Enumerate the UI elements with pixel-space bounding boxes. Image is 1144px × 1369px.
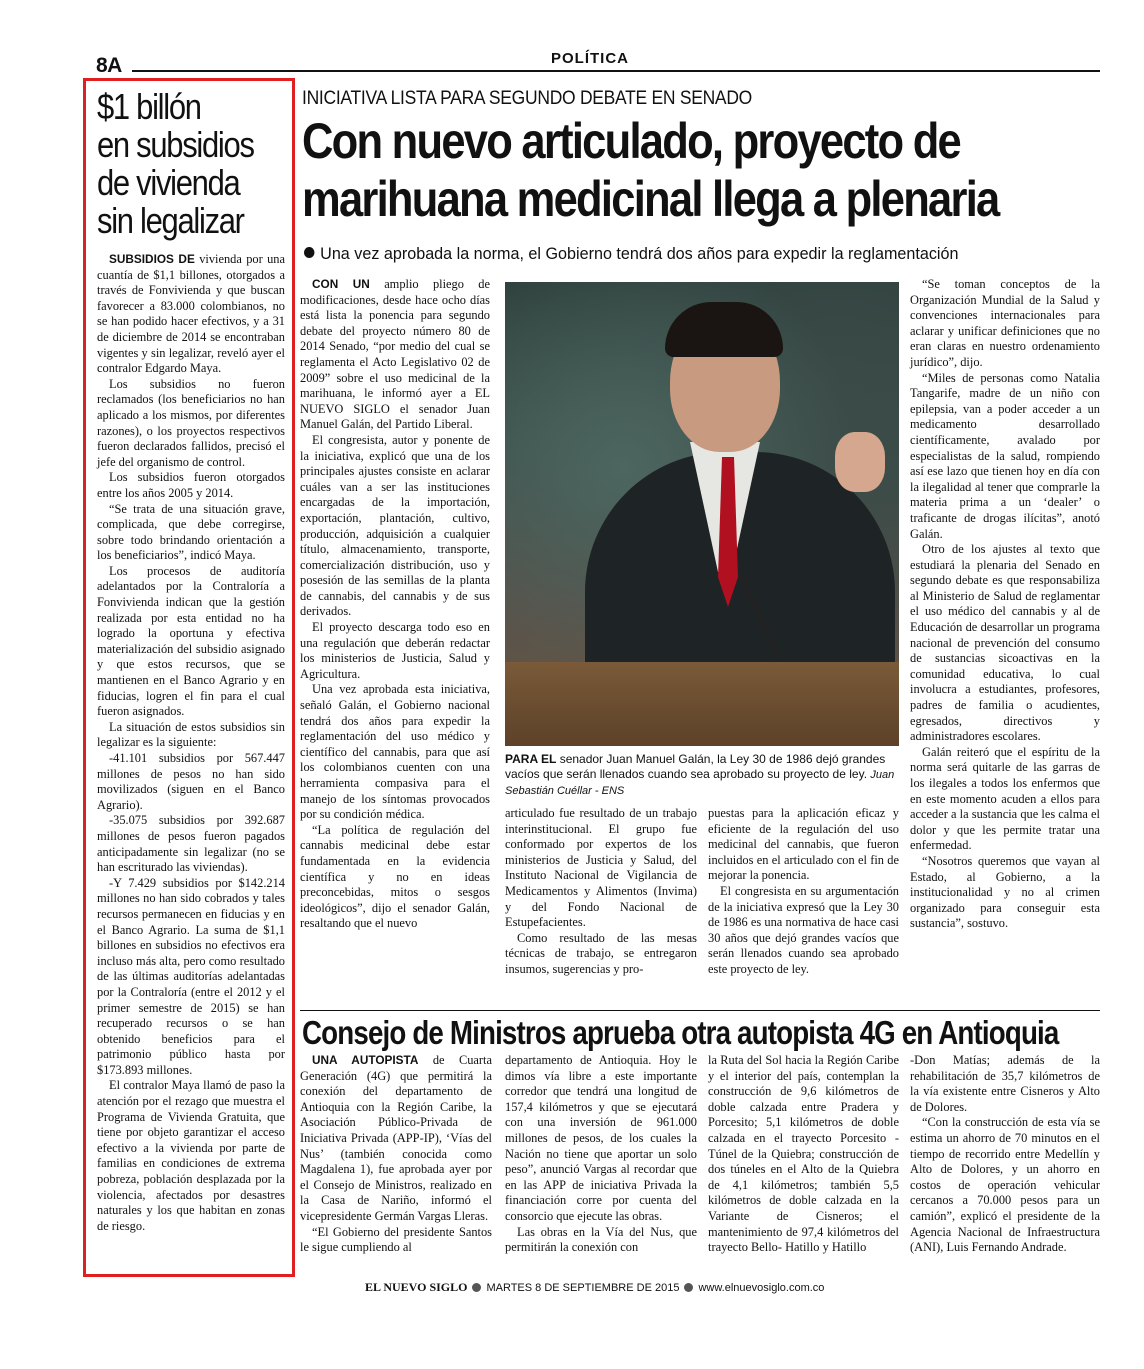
- sidebar-body: [97, 252, 285, 1234]
- sidebar-paragraph: -Y 7.429 subsidios por $142.214 millones no han sido cobrados y tales recursos permanecen en fiducias y en el Banco Agrario. La suma de $1,1 billones en subsidios no efectivos era incluso más alta, pero como resultado de las últimas auditorías adelantadas por la Contraloría (entre el 2012 y el primer semestre de 2015) se han recuperado recursos o se han obtenido beneficios para el patrimonio público hasta por $173.893 millones.: [97, 875, 285, 1077]
- footer-url: www.elnuevosiglo.com.co: [698, 1282, 825, 1294]
- article-paragraph: amplio pliego de modificaciones, desde hace ocho días está lista la ponencia para segundo debate del proyecto número 80 de 2014 Senado, “por medio del cual se reglamenta el Acto Legislativo 02 de 2009” sobre el uso medicinal de la marihuana, le informó ayer a EL NUEVO SIGLO el senador Juan Manuel Galán, del Partido Liberal.: [300, 277, 491, 432]
- sidebar-paragraph: Los subsidios no fueron reclamados (los beneficiarios no han aplicado a los mismos, por diferentes razones), o los proyectos respectivos fueron declarados fallidos, precisó el jefe del organismo de control.: [97, 376, 285, 469]
- article-lead: CON UN: [312, 277, 370, 291]
- second-paragraph: departamento de Antioquia. Hoy le dimos vía libre a este importante corredor que tendrá una longitud de 157,4 kilómetros y que se ejecutará con una inversión de 961.000 millones de pesos, de los cuales la Nación no tiene que aportar un solo peso”, anunció Vargas al recordar que en las APP de iniciativa Privada la financiación corre por cuenta del consorcio que ejecute las obras.: [505, 1053, 697, 1223]
- sidebar-paragraph: vivienda por una cuantía de $1,1 billones, otorgados a través de Fonvivienda y que buscan favorecer a 83.000 colombianos, no se han podido hacer efectivos, y a 31 de diciembre de 2014 se encontraban vigentes y sin legalizar, reveló ayer el contralor Edgardo Maya.: [97, 252, 285, 376]
- sidebar-headline-line: $1 billón: [97, 86, 201, 127]
- sidebar-paragraph: Los procesos de auditoría adelantados por la Contraloría a Fonvivienda indican que la gestión realizada por esta entidad no ha logrado la oportuna y efectiva materialización del subsidio asignado y que estos recursos, que se mantienen en el Banco Agrario y en fiducias, logren el fin para el cual fueron asignados.: [97, 563, 285, 719]
- header-rule: [132, 70, 1100, 72]
- article-paragraph: El congresista en su argumentación de la iniciativa expresó que la Ley 30 de 1986 es una normativa de hace casi 30 años que dejó grandes vacíos que serán llenados cuando sea aprobado este proyecto de ley.: [708, 883, 899, 976]
- article-paragraph: “Miles de personas como Natalia Tangarife, madre de un niño con epilepsia, van a poder acceder a un medicamento desarrollado científicamente, avalado por especialistas de la salud, rompiendo así ese lazo que tienen hoy en día con la ilegalidad al tener que comprarle la materia prima a un ‘dealer’ o traficante de drogas ilícitas”, anotó Galán.: [910, 370, 1100, 541]
- caption-text: senador Juan Manuel Galán, la Ley 30 de 1986 dejó grandes vacíos que serán llenados cuando sea aprobado su proyecto de ley.: [505, 752, 886, 781]
- second-column-2: [505, 1053, 697, 1256]
- sidebar-paragraph: Los subsidios fueron otorgados entre los años 2005 y 2014.: [97, 470, 285, 500]
- headline-line: Con nuevo articulado, proyecto de: [302, 113, 961, 169]
- sidebar-paragraph: El contralor Maya llamó de paso la atención por el rezago que muestra el Programa de Vivienda Gratuita, que tiene por objeto garantizar el acceso efectivo a la vivienda por parte de familias en condiciones de extrema pobreza, población desplazada por la violencia, afectados por desastres naturales y los que habitan en zonas de riesgo.: [97, 1078, 285, 1233]
- article-paragraph: Una vez aprobada esta iniciativa, señaló Galán, el Gobierno nacional tendrá dos años para expedir la reglamentación del uso médico y científico del cannabis, para que así los colombianos cuenten con una herramienta compasiva para el manejo de los síntomas provocados por su condición médica.: [300, 682, 490, 822]
- second-paragraph: “Con la construcción de esta vía se estima un ahorro de 70 minutos en el tiempo de recorrido entre Medellín y Alto de Dolores, y un ahorro en costos de operación vehicular cercanos a 70.000 pesos para un camión”, explicó el presidente de la Agencia Nacional de Infraestructura (ANI), Luis Fernando Andrade.: [910, 1115, 1100, 1255]
- article-paragraph: Como resultado de las mesas técnicas de trabajo, se entregaron insumos, sugerencias y pro-: [505, 930, 697, 976]
- caption-lead: PARA EL: [505, 752, 557, 766]
- article-paragraph: Galán reiteró que el espíritu de la norma será quitarle de las garras de los ilegales a todos los enfermos que en este momento acuden a ellos para acceder a la sustancia que les calma el dolor y que les permite tratar una enfermedad.: [910, 744, 1100, 853]
- sidebar-headline-line: de vivienda: [97, 162, 240, 203]
- second-paragraph: de Cuarta Generación (4G) que permitirá la conexión del departamento de Antioquia con la Región Caribe, la Asociación Público-Privada de Iniciativa Privada (APP-IP), ‘Vías del Nus’ (también conocida como Magdalena 1), fue aprobada ayer por el Consejo de Ministros, realizado en la Casa de Nariño, informó el vicepresidente Germán Vargas Lleras.: [300, 1053, 492, 1223]
- page-footer: [365, 1280, 824, 1295]
- second-column-4: [910, 1053, 1100, 1256]
- footer-date: MARTES 8 DE SEPTIEMBRE DE 2015: [486, 1282, 680, 1294]
- sidebar-headline-line: en subsidios: [97, 124, 254, 165]
- article-paragraph: “La política de regulación del cannabis medicinal debe estar fundamentada en la evidencia científica y no en ideas preconcebidas, mitos o sesgos ideológicos”, dijo el senador Galán, resaltando que el nuevo: [300, 822, 490, 931]
- second-column-1: [300, 1053, 492, 1256]
- sidebar-paragraph: -41.101 subsidios por 567.447 millones de pesos no han sido movilizados (siguen en el Banco Agrario).: [97, 751, 285, 812]
- article-paragraph: “Nosotros queremos que vayan al Estado, al Gobierno, a la institucionalidad y no al crimen organizado para conseguir esta sustancia”, sostuvo.: [910, 853, 1100, 931]
- article-headline: [302, 112, 998, 228]
- bullet-icon: [304, 247, 314, 258]
- second-paragraph: la Ruta del Sol hacia la Región Caribe y el interior del país, contemplan la construcción de 9,6 kilómetros de doble calzada entre Pradera y Porcesito; 5,1 kilómetros de doble calzada en el trayecto Porcesito -Túnel de la Quiebra; construcción de dos túneles en el Alto de la Quiebra de 4,1 kilómetros; también 5,5 kilómetros de doble calzada en la Variante de Cisneros; el mantenimiento de 97,4 kilómetros del trayecto Bello- Hatillo y Hatillo: [708, 1053, 899, 1255]
- article-kicker: INICIATIVA LISTA PARA SEGUNDO DEBATE EN SENADO: [302, 88, 752, 109]
- second-paragraph: “El Gobierno del presidente Santos le sigue cumpliendo al: [300, 1224, 492, 1255]
- page-number: 8A: [96, 54, 122, 77]
- sidebar-paragraph: “Se trata de una situación grave, complicada, que debe corregirse, sobre todo brindando orientación a los beneficiarios”, indicó Maya.: [97, 501, 285, 563]
- headline-line: marihuana medicinal llega a plenaria: [302, 171, 999, 227]
- sidebar-headline-line: sin legalizar: [97, 200, 244, 241]
- article-divider: [300, 1010, 1100, 1011]
- photo-caption: [505, 752, 899, 799]
- sidebar-lead: SUBSIDIOS DE: [109, 252, 195, 266]
- sidebar-headline: [97, 88, 286, 240]
- article-subhead: [304, 244, 958, 264]
- article-paragraph: “Se toman conceptos de la Organización Mundial de la Salud y convenciones internacionales para aclarar y unificar definiciones que no eran claras en nuestro ordenamiento jurídico”, dijo.: [910, 277, 1100, 369]
- article-paragraph: El congresista, autor y ponente de la iniciativa, explicó que una de los principales ajustes consiste en aclarar cuáles van a ser las instituciones encargadas de la importación, exportación, plantación, cultivo, producción, adquisición a cualquier título, almacenamiento, transporte, comercialización distribución, uso y posesión de las semillas de la planta de cannabis, del cannabis y de sus derivados.: [300, 432, 490, 619]
- second-paragraph: -Don Matías; además de la rehabilitación de 35,7 kilómetros de la vía existente entre Cisneros y Alto de Dolores.: [910, 1053, 1100, 1114]
- article-paragraph: El proyecto descarga todo eso en una regulación que deberán redactar los ministerios de Justicia, Salud y Agricultura.: [300, 620, 490, 681]
- subhead-text: Una vez aprobada la norma, el Gobierno tendrá dos años para expedir la reglamentación: [320, 244, 959, 263]
- article-column-2: [505, 806, 697, 978]
- bullet-icon: [684, 1283, 693, 1292]
- article-paragraph: puestas para la aplicación eficaz y eficiente de la regulación del uso medicinal del cannabis, que fueron incluidos en el articulado con el fin de mejorar la ponencia.: [708, 806, 899, 883]
- section-title: POLÍTICA: [551, 50, 629, 67]
- second-paragraph: Las obras en la Vía del Nus, que permitirán la conexión con: [505, 1224, 697, 1255]
- footer-paper-name: EL NUEVO SIGLO: [365, 1280, 468, 1294]
- article-column-3: [708, 806, 899, 978]
- article-paragraph: articulado fue resultado de un trabajo interinstitucional. El grupo fue conformado por expertos de los ministerios de Justicia y Salud, del Instituto Nacional de Vigilancia de Medicamentos y Alimentos (Invima) y del Fondo Nacional de Estupefacientes.: [505, 806, 697, 930]
- second-column-3: [708, 1053, 899, 1256]
- photo-credit: Juan Sebastián Cuéllar - ENS: [505, 769, 895, 797]
- sidebar-paragraph: -35.075 subsidios por 392.687 millones de pesos fueron pagados anticipadamente sin legalizar (no se han escriturado las viviendas).: [97, 813, 285, 875]
- sidebar-paragraph: La situación de estos subsidios sin legalizar es la siguiente:: [97, 719, 285, 750]
- senator-photo: [505, 282, 899, 746]
- article-column-4: [910, 277, 1100, 932]
- bullet-icon: [472, 1283, 481, 1292]
- second-lead: UNA AUTOPISTA: [312, 1053, 419, 1067]
- article-paragraph: Otro de los ajustes al texto que estudiará la plenaria del Senado en segundo debate es que responsabiliza al Ministerio de Salud de reglamentar el uso médico del cannabis y al de Educación de desarrollar un programa nacional de prevención del consumo de sustancias sicoactivas en la comunidad educativa, lo cual involucra a estudiantes, profesores, padres de familia o acudientes, egresados, directivos y administradores escolares.: [910, 542, 1100, 744]
- second-article-headline: Consejo de Ministros aprueba otra autopista 4G en Antioquia: [302, 1014, 1059, 1051]
- article-column-1: [300, 277, 490, 932]
